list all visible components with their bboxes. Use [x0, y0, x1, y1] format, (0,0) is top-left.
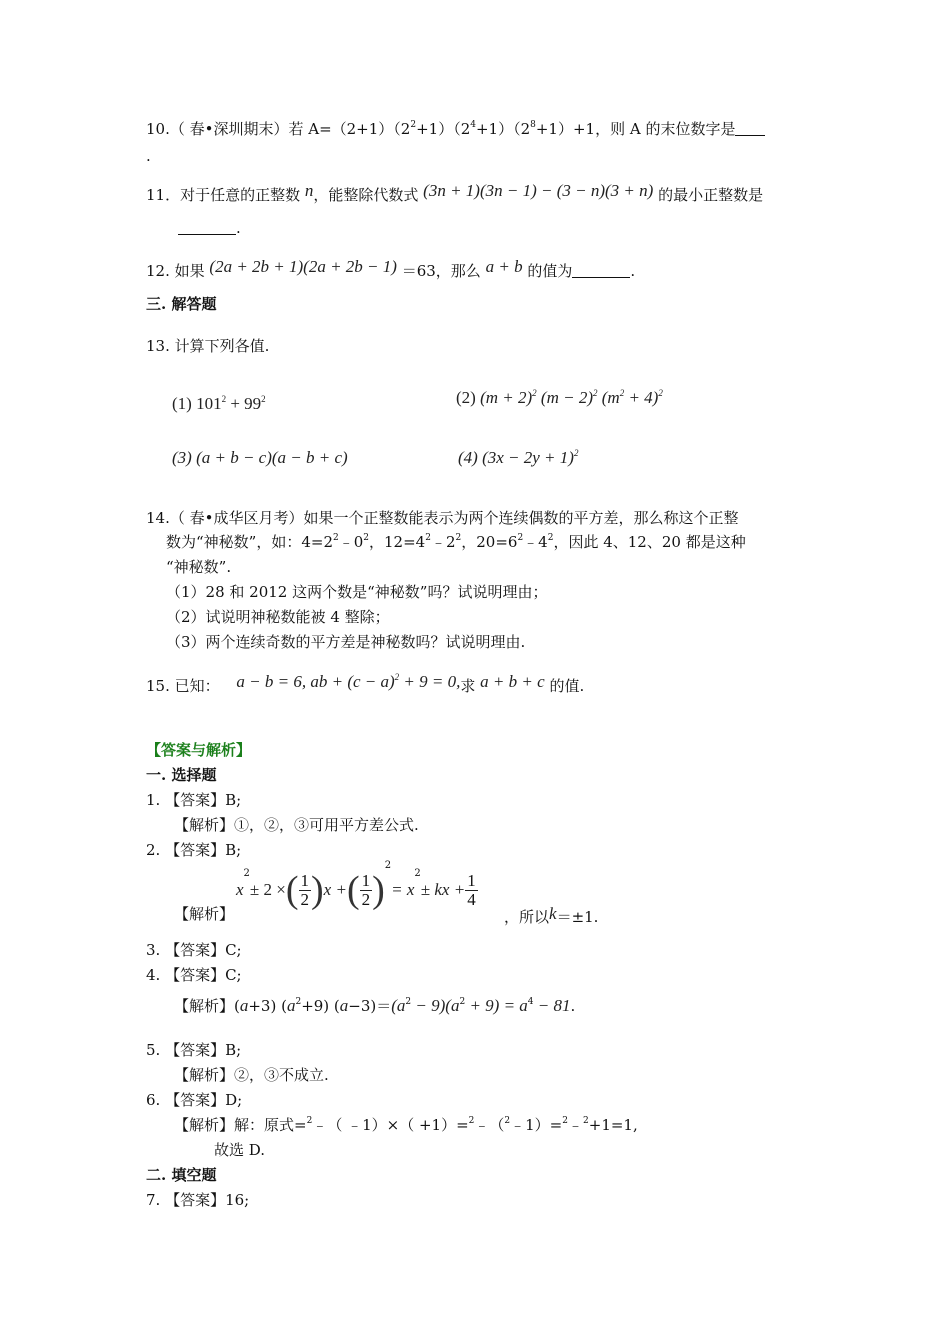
question-11-blank: .: [178, 218, 241, 238]
question-14-sub-2: （2）试说明神秘数能被 4 整除；: [166, 608, 390, 626]
answers-header: 【答案与解析】: [146, 741, 252, 759]
expression-12: (2a + 2b + 1)(2a + 2b − 1): [209, 257, 397, 276]
question-14-sub-3: （3）两个连续奇数的平方差是神秘数吗？试说明理由.: [166, 633, 526, 651]
expression-15: a − b = 6, ab + $(c - a)^2 + 9 = 0$,: [236, 672, 461, 691]
answer-6-conclusion: 故选 D.: [214, 1141, 266, 1159]
answer-4-explanation: 【解析】(a+3) $(a^2+9) (a-3)=(a^2 - 9)(a^2 + 9) = a^4 - 81$.: [174, 996, 576, 1015]
question-14-sub-1: （1）28 和 2012 这两个数是“神秘数”吗？试说明理由；: [166, 583, 548, 601]
answer-2-formula: x 2 ± 2 × ( $\frac{1}{2}$ ) x + ( $\frac{1}{2}$ ) 2 = x 2 ± kx + $\frac{1}{4}$: [236, 860, 476, 911]
fraction-one-quarter: $\frac{1}{4}$: [467, 870, 476, 909]
section-1-heading: 一. 选择题: [146, 766, 217, 784]
answer-1-explanation: 【解析】①，②，③可用平方差公式.: [174, 816, 419, 834]
section-2-heading: 二. 填空题: [146, 1166, 217, 1184]
question-13-part-1: (1) $101^2 + 99^2$: [172, 394, 266, 413]
question-15: 15. 已知： a − b = 6, ab + $(c - a)^2 + 9 = 0$,求 a + b + c 的值.: [146, 672, 585, 695]
answer-3: 3. 【答案】C;: [146, 941, 242, 959]
fraction-one-half: $\frac{1}{2}$: [361, 870, 371, 909]
answer-5-explanation: 【解析】②，③不成立.: [174, 1066, 329, 1084]
answer-4: 4. 【答案】C;: [146, 966, 242, 984]
question-10: 10.（ 春•深圳期末）若 $A=(2+1)(2^2+1)(2^4+1)(2^8+1)+1$，则 A 的末位数字是: [146, 119, 765, 139]
question-13-part-4: (4) $(3x - 2y + 1)^2$: [458, 448, 579, 467]
answer-2: 2. 【答案】B;: [146, 841, 242, 859]
question-11: 11．对于任意的正整数 n，能整除代数式 (3n + 1)(3n − 1) − (3 − n)(3 + n) 的最小正整数是: [146, 181, 764, 204]
question-13-title: 13. 计算下列各值.: [146, 337, 270, 355]
answer-blank: [735, 121, 765, 136]
answer-blank: [178, 220, 236, 235]
answer-5: 5. 【答案】B;: [146, 1041, 242, 1059]
answer-1: 1. 【答案】B;: [146, 791, 242, 809]
answer-blank: [572, 263, 630, 278]
question-13-part-2: (2) $(m + 2)^2$ $(m - 2)^2$ $(m^2 + 4)^2$: [456, 388, 663, 407]
question-13-part-3: (3) (a + b − c)(a − b + c): [172, 448, 348, 467]
expression-11: (3n + 1)(3n − 1) − (3 − n)(3 + n): [423, 181, 654, 200]
answer-2-tail: ，所以k＝±1.: [504, 904, 599, 926]
question-14-line-2: 数为“神秘数”，如：$4=2^2﹣0^2$，$12=4^2﹣2^2$，$20=6^2﹣4^2$，因此 4、12、20 都是这种: [166, 533, 746, 551]
fraction-one-half: $\frac{1}{2}$: [300, 870, 309, 909]
answer-6-explanation: 【解析】解：原式=$^2$﹣（ ﹣1）×（ +1）=$^2$﹣（$^2$﹣1）=$^2$﹣$^2$+1=1,: [174, 1116, 638, 1134]
question-14-line-1: 14.（ 春•成华区月考）如果一个正整数能表示为两个连续偶数的平方差，那么称这个正整: [146, 509, 739, 527]
section-3-heading: 三. 解答题: [146, 295, 217, 313]
answer-6: 6. 【答案】D;: [146, 1091, 243, 1109]
question-10-end: .: [146, 147, 151, 165]
question-14-line-3: “神秘数”.: [166, 558, 232, 576]
answer-2-explanation-label: 【解析】: [174, 905, 235, 923]
answer-7: 7. 【答案】16;: [146, 1191, 250, 1209]
question-12: 12. 如果 (2a + 2b + 1)(2a + 2b − 1) ＝63，那么 a + b 的值为 .: [146, 257, 636, 280]
